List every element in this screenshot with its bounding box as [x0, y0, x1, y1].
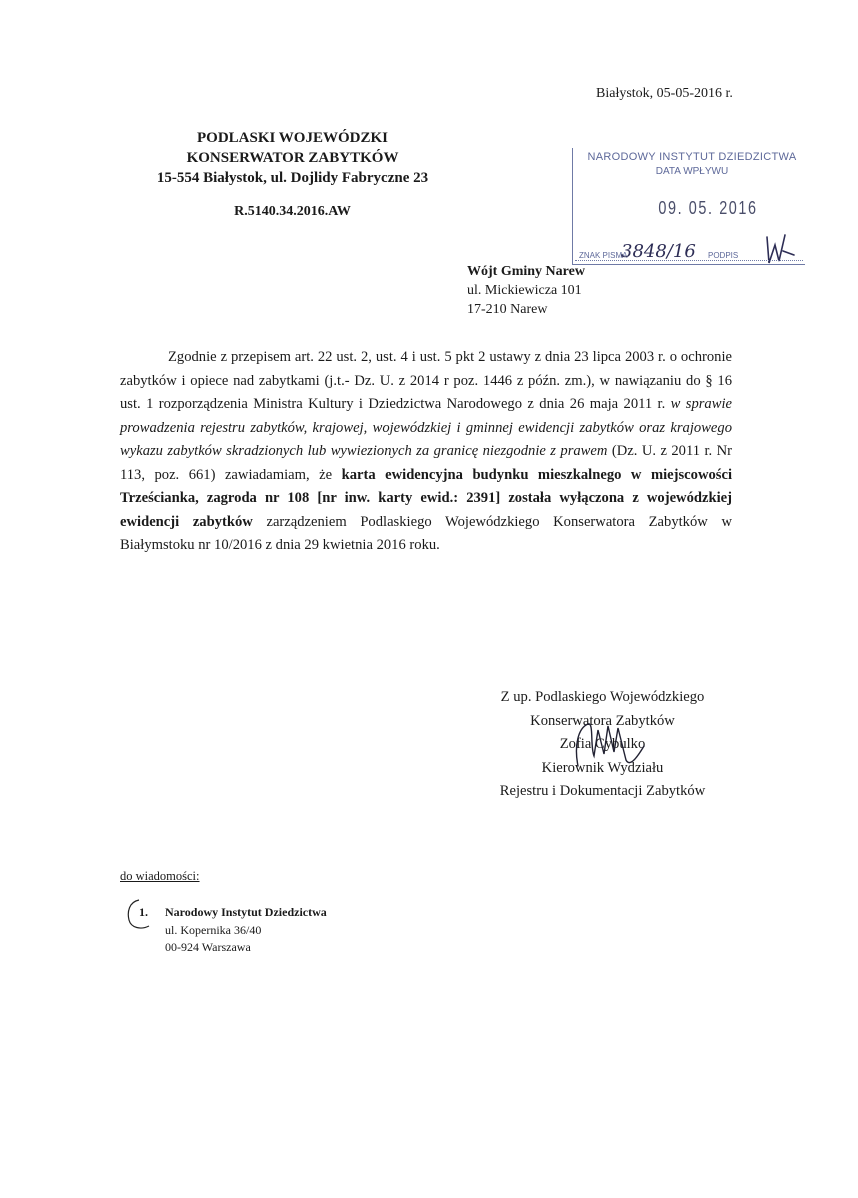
body-paragraph [120, 346, 732, 558]
cc-heading: do wiadomości: [120, 869, 200, 883]
cc-item-city: 00-924 Warszawa [165, 940, 251, 954]
cc-list-item [165, 904, 327, 957]
body-notice: karta ewidencyjna budynku mieszkalnego w miejscowości Trześcianka, zagroda nr 108 [nr inw. karty ewid.: 2391] została wyłączona z wojewódzkiej ewidencji zabytków [120, 466, 732, 530]
body-text-part-1: Zgodnie z przepisem art. 22 ust. 2, ust. 4 i ust. 5 pkt 2 ustawy z dnia 23 lipca 2003 r. o ochronie zabytków i opiece nad zabytkami (j.t.- Dz. U. z 2014 r poz. 1446 z późn. zm.), w nawiązaniu do § 16 ust. 1 rozporządzenia Ministra Kultury i Dziedzictwa Narodowego z dnia 26 maja 2011 r. [120, 349, 732, 412]
sender-line-1: PODLASKI WOJEWÓDZKI [196, 130, 388, 146]
signature-position-2: Rejestru i Dokumentacji Zabytków [499, 783, 706, 799]
stamp-sign-number: 3848/16 [621, 241, 696, 262]
recipient-street: ul. Mickiewicza 101 [467, 283, 582, 298]
body-text-part-3: zarządzeniem Podlaskiego Wojewódzkiego Konserwatora Zabytków w Białymstoku nr 10/2016 z dnia 29 kwietnia 2016 roku. [120, 513, 732, 553]
stamp-date: 09. 05. 2016 [658, 198, 758, 218]
sender-block [120, 128, 465, 188]
sender-line-2: KONSERWATOR ZABYTKÓW [186, 150, 399, 166]
stamp-subtitle: DATA WPŁYWU [655, 166, 729, 177]
handwritten-signature [568, 716, 652, 774]
reference-number: R.5140.34.2016.AW [234, 204, 351, 219]
signature-line-2: Konserwatora Zabytków [530, 712, 675, 729]
recipient-city: 17-210 Narew [467, 302, 548, 317]
place-date: Białystok, 05-05-2016 r. [596, 86, 733, 101]
recipient-name: Wójt Gminy Narew [467, 264, 585, 279]
stamp-sign-label: ZNAK PISMA [579, 251, 628, 260]
recipient-block [467, 262, 585, 319]
stamp-signature-label: PODPIS [708, 251, 739, 260]
body-regulation-title: w sprawie prowadzenia rejestru zabytków, krajowej, wojewódzkiej i gminnej ewidencji zabytków oraz krajowego wykazu zabytków skradzionych lub wywiezionych za granicę niezgodnie z prawem [120, 396, 732, 459]
stamp-institution: NARODOWY INSTYTUT DZIEDZICTWA [587, 151, 797, 163]
letter-body [120, 346, 732, 558]
received-stamp [572, 148, 805, 265]
cc-item-name: Narodowy Instytut Dziedzictwa [165, 905, 327, 919]
body-text-part-2: (Dz. U. z 2011 r. Nr 113, poz. 661) zawiadamiam, że [120, 443, 733, 483]
signature-name: Zofia Cybulko [559, 736, 646, 752]
signature-line-1: Z up. Podlaskiego Wojewódzkiego [500, 689, 705, 705]
cc-item-number: 1. [139, 905, 148, 919]
stamp-dotted-line [575, 260, 803, 261]
sender-address: 15-554 Białystok, ul. Dojlidy Fabryczne 23 [156, 170, 429, 186]
cc-item-street: ul. Kopernika 36/40 [165, 922, 262, 937]
signature-position-1: Kierownik Wydziału [541, 759, 664, 776]
stamp-initials-signature [761, 231, 797, 267]
